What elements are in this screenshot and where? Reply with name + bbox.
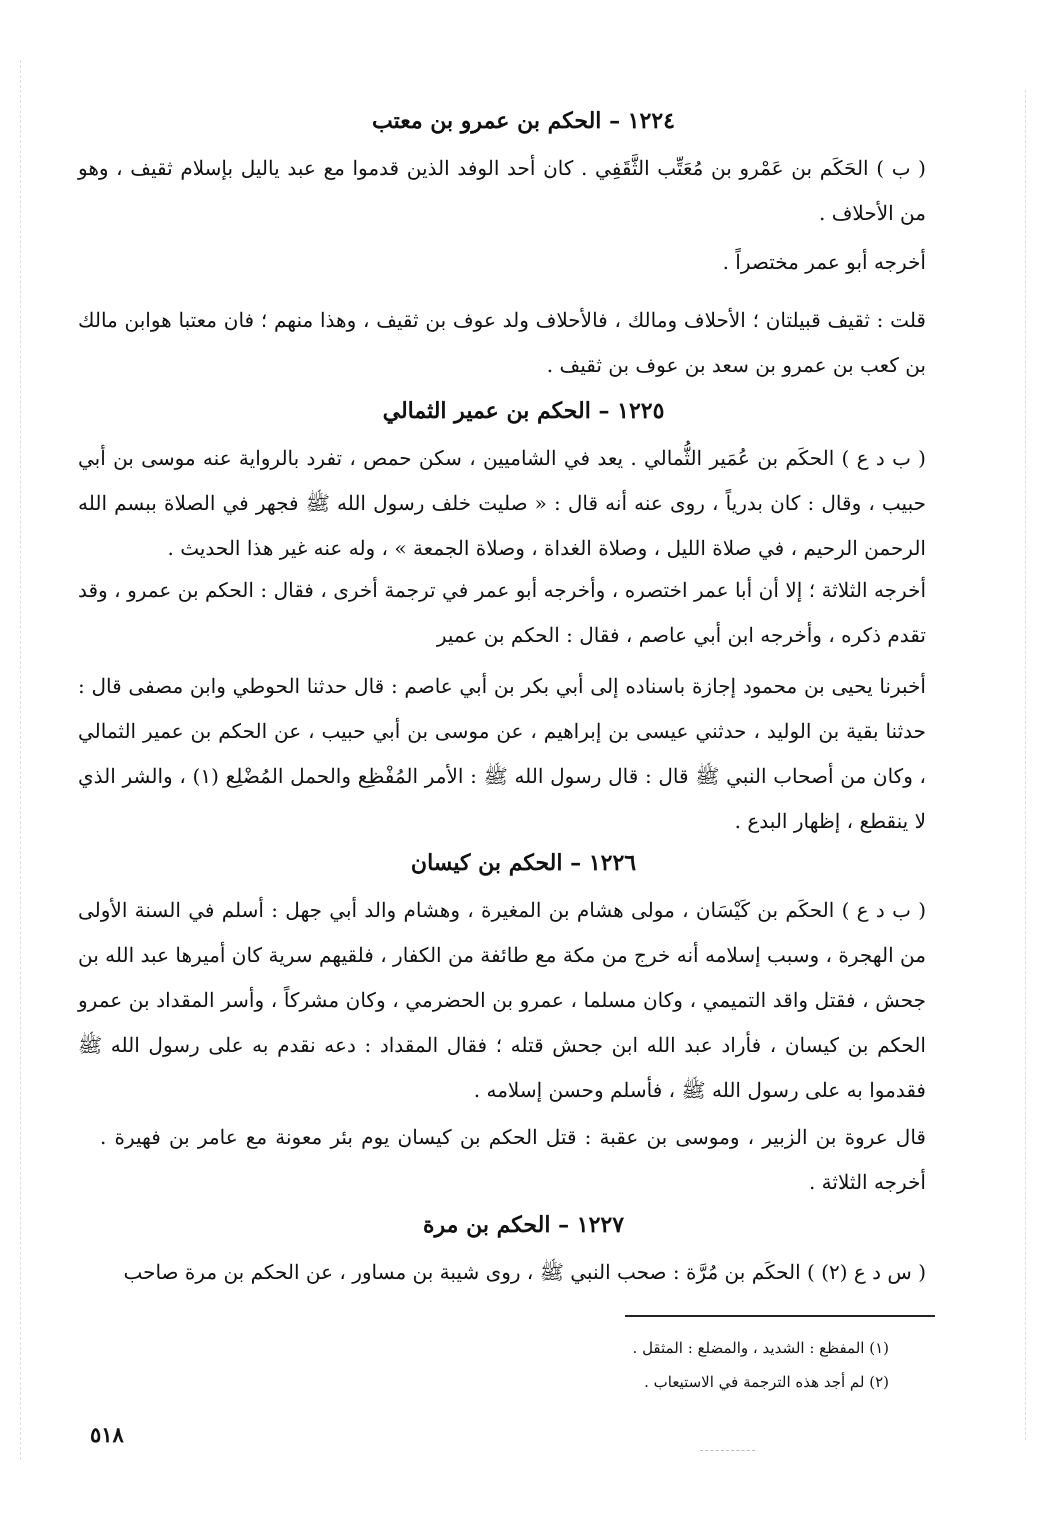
entry-1227-paragraph-1: ( س د ع (٢) ) الحكَم بن مُرَّة : صحب النبي ﷺ ، روى شيبة بن مساور ، عن الحكم بن مرة صاحب bbox=[123, 1260, 926, 1284]
footnote-divider bbox=[625, 1315, 935, 1317]
entry-1224-paragraph-2: أخرجه أبو عمر مختصراً . bbox=[722, 250, 926, 274]
entry-heading-1227: ١٢٢٧ – الحكم بن مرة bbox=[422, 1212, 625, 1238]
entry-1226-paragraph-2: قال عروة بن الزبير ، وموسى بن عقبة : قتل الحكم بن كيسان يوم بئر معونة مع عامر بن فهيرة . أخرجه الثلاثة . bbox=[100, 1125, 926, 1194]
entry-heading-1225: ١٢٢٥ – الحكم بن عمير الثمالي bbox=[382, 398, 665, 424]
entry-1225-paragraph-1: ( ب د ع ) الحكَم بن عُمَير الثُّمالي . يعد في الشاميين ، سكن حمص ، تفرد بالرواية عنه موسى بن أبي حبيب ، وقال : كان بدرياً ، روى عنه أنه قال : « صليت خلف رسول الله ﷺ فجهر في الصلاة ببسم الله الرحمن الرحيم ، في صلاة الليل ، وصلاة الغداة ، وصلاة الجمعة » ، وله عنه غير هذا الحديث . bbox=[78, 446, 926, 560]
page-number: ٥١٨ bbox=[90, 1422, 124, 1447]
scan-artifact-margin-left bbox=[20, 60, 21, 1460]
footnote-2: (٢) لم أجد هذه الترجمة في الاستيعاب . bbox=[644, 1373, 889, 1391]
entry-1224-paragraph-1: ( ب ) الحَكَم بن عَمْرو بن مُعَتِّب الثَّقَفِي . كان أحد الوفد الذين قدموا مع عبد ياليل بإسلام ثقيف ، وهو من الأحلاف . bbox=[78, 156, 926, 225]
entry-1225-paragraph-3: أخبرنا يحيى بن محمود إجازة باسناده إلى أبي بكر بن أبي عاصم : قال حدثنا الحوطي وابن مصفى قال : حدثنا بقية بن الوليد ، حدثني عيسى بن إبراهيم ، عن موسى بن أبي حبيب ، عن الحكم بن عمير الثمالي ، وكان من أصحاب النبي ﷺ قال : قال رسول الله ﷺ : الأمر المُفْظِع والحمل المُضْلِع (١) ، والشر الذي لا ينقطع ، إظهار البدع . bbox=[78, 674, 926, 833]
scan-artifact-margin-right bbox=[1025, 90, 1026, 1440]
entry-heading-1224: ١٢٢٤ – الحكم بن عمرو بن معتب bbox=[371, 108, 675, 134]
scan-artifact-line bbox=[700, 1450, 755, 1451]
entry-1224-paragraph-3: قلت : ثقيف قبيلتان ؛ الأحلاف ومالك ، فالأحلاف ولد عوف بن ثقيف ، وهذا منهم ؛ فان معتبا هوابن مالك بن كعب بن عمرو بن سعد بن عوف بن ثقيف . bbox=[78, 308, 926, 377]
footnote-1: (١) المفظع : الشديد ، والمضلع : المثقل . bbox=[632, 1339, 889, 1357]
entry-1225-paragraph-2: أخرجه الثلاثة ؛ إلا أن أبا عمر اختصره ، وأخرجه أبو عمر في ترجمة أخرى ، فقال : الحكم بن عمرو ، وقد تقدم ذكره ، وأخرجه ابن أبي عاصم ، فقال : الحكم بن عمير bbox=[78, 578, 926, 647]
entry-heading-1226: ١٢٢٦ – الحكم بن كيسان bbox=[410, 850, 637, 876]
entry-1226-paragraph-1: ( ب د ع ) الحكَم بن كَيْسَان ، مولى هشام بن المغيرة ، وهشام والد أبي جهل : أسلم في السنة الأولى من الهجرة ، وسبب إسلامه أنه خرج من مكة مع طائفة من الكفار ، فلقيهم سرية كان أميرها عبد الله بن جحش ، فقتل واقد التميمي ، وكان مسلما ، عمرو بن الحضرمي ، وكان مشركاً ، وأسر المقداد بن عمرو الحكم بن كيسان ، فأراد عبد الله ابن جحش قتله ؛ فقال المقداد : دعه نقدم به على رسول الله ﷺ فقدموا به على رسول الله ﷺ ، فأسلم وحسن إسلامه . bbox=[78, 898, 926, 1102]
